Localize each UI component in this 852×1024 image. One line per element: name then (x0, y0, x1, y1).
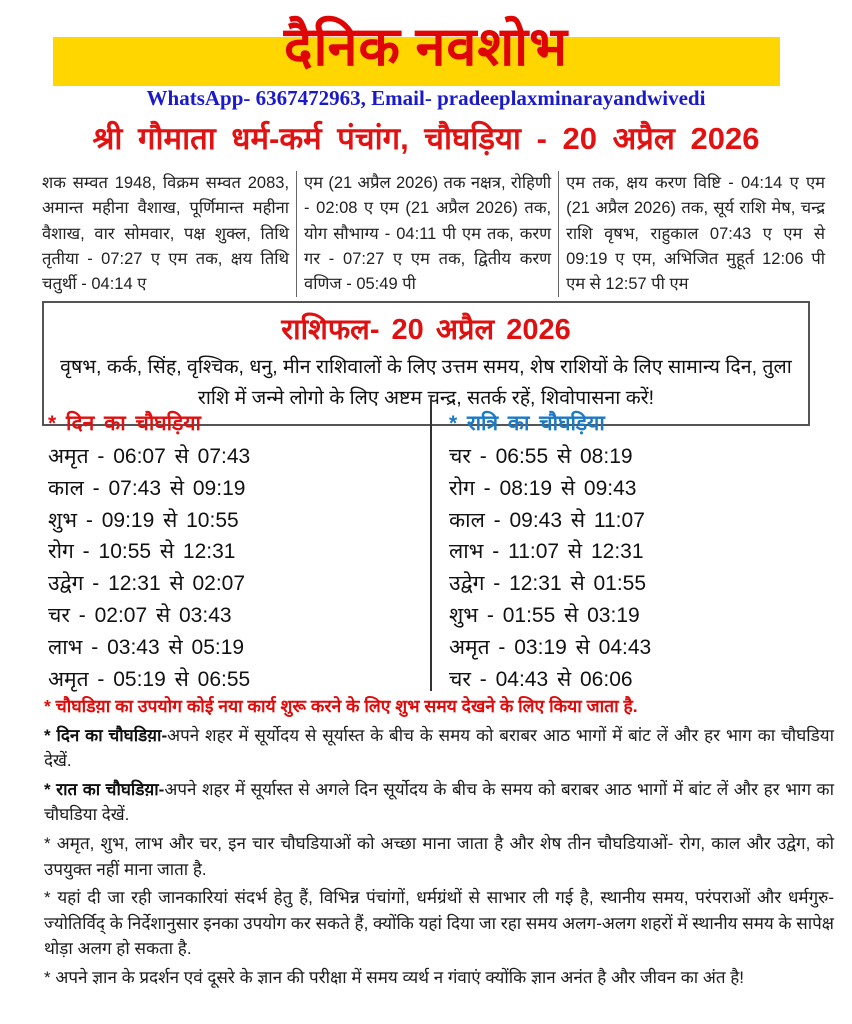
choghadiya-section (0, 399, 852, 691)
night-choghadiya-item: अमृत - 03:19 से 04:43 (449, 635, 652, 659)
panchang-column-3: एम तक, क्षय करण विष्टि - 04:14 ए एम (21 अप्रैल 2026) तक, सूर्य राशि मेष, चन्द्र राशि वृषभ, राहुकाल 07:43 ए एम से 09:19 ए एम, अभिजित मुहूर्त 12:06 पी एम से 12:57 पी एम (558, 171, 832, 297)
day-choghadiya-item: लाभ - 03:43 से 05:19 (48, 635, 245, 659)
night-choghadiya-item: उद्वेग - 12:31 से 01:55 (449, 572, 647, 596)
note-body: * अमृत, शुभ, लाभ और चर, इन चार चौघडियाओं को अच्छा माना जाता है और शेष तीन चौघडियाओं- रोग, काल और उद्वेग, को उपयुक्त नहीं माना जाता है. (44, 833, 834, 879)
day-choghadiya-item: रोग - 10:55 से 12:31 (48, 540, 236, 564)
note-body: * अपने ज्ञान के प्रदर्शन एवं दूसरे के ज्ञान की परीक्षा में समय व्यर्थ न गंवाएं क्योंकि ज्ञान अनंत है और जीवन का अंत है! (44, 967, 745, 987)
day-choghadiya-item: काल - 07:43 से 09:19 (48, 476, 246, 500)
note-body: अपने शहर में सूर्यास्त से अगले दिन सूर्योदय के बीच के समय को बराबर आठ भागों में बांट लें और हर भाग का चौघडिया देखें. (44, 779, 834, 825)
night-choghadiya-heading: * रात्रि का चौघड़िया (449, 412, 605, 435)
note-lead: * रात का चौघडिय़ा- (44, 779, 165, 799)
day-choghadiya-item: उद्वेग - 12:31 से 02:07 (48, 572, 246, 596)
day-choghadiya-item: अमृत - 06:07 से 07:43 (48, 445, 251, 468)
note-body: * यहां दी जा रही जानकारियां संदर्भ हेतु हैं, विभिन्न पंचांगों, धर्मग्रंथों से साभार ली गई है, स्थानीय समय, परंपराओं और धर्मगुरु-ज्योतिर्विद् के निर्देशानुसार इनका उपयोग कर सकते हैं, क्योंकि यहां दिया जा रहा समय अलग-अलग शहरों में स्थानीय समय के सापेक्ष थोड़ा अलग हो सकता है. (44, 888, 834, 959)
note-body: अपने शहर में सूर्योदय से सूर्यास्त के बीच के समय को बराबर आठ भागों में बांट लें और हर भाग का चौघडिया देखें. (44, 725, 835, 771)
panchang-column-2: एम (21 अप्रैल 2026) तक नक्षत्र, रोहिणी - 02:08 ए एम (21 अप्रैल 2026) तक, योग सौभाग्य - 04:11 पी एम तक, करण गर - 07:27 ए एम तक, द्वितीय करण वणिज - 05:49 पी (296, 171, 558, 297)
note-lead: * दिन का चौघडिय़ा- (44, 725, 168, 745)
notes-section (44, 692, 834, 994)
contact-line: WhatsApp- 6367472963, Email- pradeeplaxminarayandwivedi (146, 86, 706, 110)
masthead-title: दैनिक नवशोभ (283, 17, 569, 77)
panchang-details (42, 171, 832, 297)
day-choghadiya-item: अमृत - 05:19 से 06:55 (48, 667, 251, 691)
note-paragraph (44, 723, 834, 774)
note-paragraph (44, 831, 834, 882)
night-choghadiya-item: शुभ - 01:55 से 03:19 (449, 603, 640, 627)
night-choghadiya-item: काल - 09:43 से 11:07 (449, 508, 645, 532)
rashifal-heading: राशिफल- 20 अप्रैल 2026 (281, 314, 571, 346)
note-paragraph (44, 885, 834, 962)
panchang-heading: श्री गौमाता धर्म-कर्म पंचांग, चौघड़िया - 20 अप्रैल 2026 (92, 121, 760, 156)
rashifal-body: वृषभ, कर्क, सिंह, वृश्चिक, धनु, मीन राशिवालों के लिए उत्तम समय, शेष राशियों के लिए सामान्य दिन, तुला राशि में जन्मे लोगो के लिए अष्टम चन्द्र, सतर्क रहें, शिवोपासना करें! (60, 356, 792, 409)
day-choghadiya-item: चर - 02:07 से 03:43 (48, 603, 232, 627)
note-paragraph (44, 965, 834, 991)
night-choghadiya-item: रोग - 08:19 से 09:43 (449, 476, 637, 500)
night-choghadiya-item: चर - 04:43 से 06:06 (449, 667, 633, 691)
choghadiya-usage-note: * चौघडिय़ा का उपयोग कोई नया कार्य शुरू करने के लिए शुभ समय देखने के लिए किया जाता है. (44, 696, 638, 716)
day-choghadiya-item: शुभ - 09:19 से 10:55 (48, 508, 239, 532)
note-paragraph (44, 777, 834, 828)
night-choghadiya-item: लाभ - 11:07 से 12:31 (449, 540, 644, 564)
day-choghadiya-heading: * दिन का चौघड़िया (48, 412, 201, 435)
night-choghadiya-item: चर - 06:55 से 08:19 (449, 445, 633, 468)
day-choghadiya-column (0, 399, 430, 691)
night-choghadiya-column (430, 399, 852, 691)
panchang-column-1: शक सम्वत 1948, विक्रम सम्वत 2083, अमान्त महीना वैशाख, पूर्णिमान्त महीना वैशाख, वार सोमवार, पक्ष शुक्ल, तिथि तृतीया - 07:27 ए एम तक, क्षय तिथि चतुर्थी - 04:14 ए (42, 174, 290, 294)
